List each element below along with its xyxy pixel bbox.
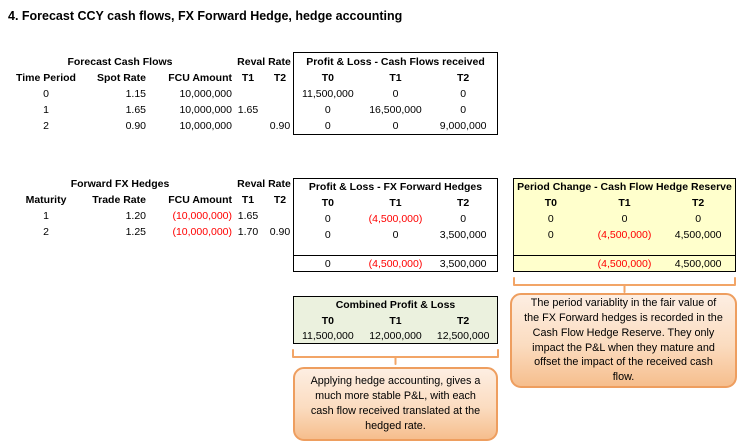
column-header: T2 (457, 197, 470, 209)
cell: (10,000,000) (172, 210, 232, 222)
spacer-cell (514, 243, 588, 255)
cell: 4,500,000 (674, 229, 722, 241)
cell: 1.65 (125, 104, 146, 116)
cell: (10,000,000) (172, 226, 232, 238)
column-header: T1 (618, 197, 631, 209)
column-header: T1 (389, 197, 402, 209)
column-header: FCU Amount (168, 194, 232, 206)
pl-fx-hedges-table (293, 178, 498, 272)
column-header: Spot Rate (96, 72, 146, 84)
bracket-icon (292, 349, 499, 365)
spacer-cell (661, 243, 735, 255)
column-header: T1 (241, 194, 255, 206)
spacer-cell (294, 243, 362, 255)
cell: 12,500,000 (436, 329, 490, 342)
total-cell: 3,500,000 (429, 255, 497, 271)
cell: 1.70 (237, 226, 259, 238)
cell: 10,000,000 (179, 120, 232, 132)
cell: (4,500,000) (597, 229, 652, 241)
cell: 0.90 (269, 226, 291, 238)
column-header: T0 (321, 197, 334, 209)
forward-fx-hedges-table (8, 176, 296, 240)
spacer-cell (362, 243, 430, 255)
cell: 0 (324, 120, 331, 132)
column-header: T2 (692, 197, 705, 209)
column-header: Time Period (16, 72, 76, 84)
cell (264, 102, 296, 118)
cell: 1 (43, 104, 49, 116)
cell: 0.90 (269, 120, 291, 132)
cell: (4,500,000) (368, 213, 423, 225)
cell: 0 (43, 88, 49, 100)
cell: 1 (43, 210, 49, 222)
table-title: Period Change - Cash Flow Hedge Reserve (517, 181, 732, 193)
page-title: 4. Forecast CCY cash flows, FX Forward Hedge, hedge accounting (8, 9, 403, 23)
cell: 0 (392, 229, 399, 241)
cell: 12,000,000 (369, 329, 422, 342)
column-header: T0 (321, 72, 334, 84)
bracket-under-combined (292, 349, 499, 365)
table-title: Profit & Loss - FX Forward Hedges (308, 181, 483, 193)
cell: 10,000,000 (179, 88, 232, 100)
total-cell: (4,500,000) (362, 255, 430, 271)
cell: 0 (324, 104, 331, 116)
spacer-cell (588, 243, 662, 255)
total-cell: (4,500,000) (588, 255, 662, 271)
cell: 2 (43, 226, 49, 238)
spacer-cell (429, 243, 497, 255)
cell: 0 (460, 104, 467, 116)
hedge-reserve-table (513, 178, 736, 272)
cell: 11,500,000 (301, 88, 354, 100)
cell (264, 208, 296, 224)
bracket-icon (513, 277, 736, 293)
cell: 3,500,000 (439, 229, 487, 241)
cell: 0 (547, 229, 554, 241)
column-header: FCU Amount (168, 72, 232, 84)
cell: 0 (695, 213, 702, 225)
reserve-callout (510, 293, 737, 388)
cell: 0.90 (125, 120, 146, 132)
cell: 0 (324, 213, 331, 225)
cell: 0 (460, 213, 467, 225)
cell: 0 (547, 213, 554, 225)
cell: 1.15 (125, 88, 146, 100)
column-header: T2 (457, 72, 470, 84)
cell: 1.65 (237, 210, 259, 222)
table-title: Combined Profit & Loss (335, 299, 456, 311)
cell (232, 86, 264, 102)
cell: 10,000,000 (179, 104, 232, 116)
total-cell: 4,500,000 (661, 255, 735, 271)
table-title: Profit & Loss - Cash Flows received (306, 55, 485, 68)
column-header: Trade Rate (92, 194, 146, 206)
cell: 2 (43, 120, 49, 132)
cell (232, 118, 264, 134)
column-header: T2 (273, 72, 287, 84)
forecast-group-header: Forecast Cash Flows (67, 56, 173, 68)
cell: 11,500,000 (301, 329, 354, 342)
forecast-cash-flows-table (8, 54, 296, 134)
bracket-under-reserve (513, 277, 736, 293)
hedges-group-header: Forward FX Hedges (70, 178, 170, 190)
cell (264, 86, 296, 102)
cell: 0 (460, 88, 467, 100)
hedges-reval-header: Reval Rate (237, 178, 291, 190)
column-header: T1 (241, 72, 255, 84)
cell: 0 (392, 120, 399, 132)
cell: 0 (392, 88, 399, 100)
column-header: T1 (389, 72, 402, 84)
pl-cash-flows-table (293, 52, 498, 135)
column-header: T0 (544, 197, 557, 209)
column-header: T0 (321, 314, 334, 327)
total-cell: 0 (294, 255, 362, 271)
combined-callout-text: Applying hedge accounting, gives a much more stable P&L, with each cash flow received translated at the hedged rate. (310, 375, 481, 432)
column-header: T2 (457, 314, 470, 327)
cell: 1.20 (125, 210, 146, 222)
cell: 0 (621, 213, 628, 225)
column-header: Maturity (25, 194, 67, 206)
cell: 9,000,000 (439, 120, 487, 132)
total-cell (514, 255, 588, 271)
forecast-reval-header: Reval Rate (237, 56, 291, 68)
cell: 1.25 (125, 226, 146, 238)
cell: 0 (324, 229, 331, 241)
column-header: T1 (389, 314, 402, 327)
reserve-callout-text: The period variablity in the fair value of the FX Forward hedges is recorded in the Cash Flow Hedge Reserve. They only impact the P&L when they mature and offset the impact of the received cash flow. (524, 296, 723, 384)
combined-pl-table (293, 296, 498, 344)
column-header: T2 (273, 194, 287, 206)
cell: 1.65 (237, 104, 259, 116)
cell: 16,500,000 (369, 104, 422, 116)
combined-callout (293, 367, 498, 441)
